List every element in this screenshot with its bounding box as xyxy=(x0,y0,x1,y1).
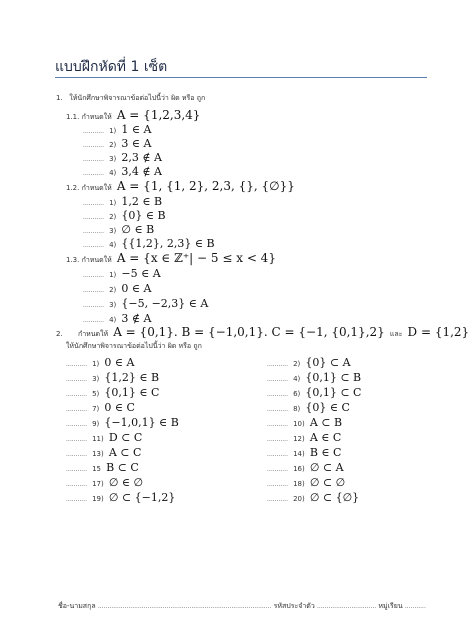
answer-blank[interactable]: ........... xyxy=(267,451,288,458)
item-number: 8) xyxy=(293,405,301,413)
given-set-d: D = {1,2} xyxy=(407,325,469,339)
item-number: 4) xyxy=(109,169,117,177)
item-number: 16) xyxy=(293,465,305,473)
item-number: 2) xyxy=(293,360,301,368)
answer-blank[interactable]: ........... xyxy=(83,170,104,177)
answer-blank[interactable]: ........... xyxy=(83,317,104,324)
item-expression: {0} ⊂ A xyxy=(305,356,351,369)
item-number: 4) xyxy=(109,241,117,249)
subquestion-label: 1.1. กำหนดให้ xyxy=(66,113,112,121)
item-number: 14) xyxy=(293,450,305,458)
name-label: ชื่อ-นามสกุล xyxy=(58,602,96,610)
item-number: 3) xyxy=(92,375,100,383)
answer-blank[interactable]: ........... xyxy=(66,391,87,398)
item-expression: {0} ∈ C xyxy=(305,401,350,414)
question-instruction: ให้นักศึกษาพิจารณาข้อต่อไปนี้ว่า ผิด หรือ ถูก xyxy=(69,94,206,102)
question-number: 1. xyxy=(56,94,63,102)
item-expression: 0 ∈ A xyxy=(104,356,135,369)
answer-blank[interactable]: ........... xyxy=(267,496,288,503)
answer-blank[interactable]: ........... xyxy=(83,128,104,135)
answer-blank[interactable]: ........... xyxy=(66,451,87,458)
and-word: และ xyxy=(389,330,403,338)
item-number: 15 xyxy=(92,465,101,473)
list-item xyxy=(66,489,175,507)
answer-blank[interactable]: ........... xyxy=(83,200,104,207)
item-expression: A ∈ C xyxy=(309,431,342,444)
answer-blank[interactable]: ........... xyxy=(66,436,87,443)
item-expression: ∅ ⊂ {−1,2} xyxy=(108,491,176,504)
set-definition: A = {1,2,3,4} xyxy=(116,108,201,122)
list-item xyxy=(267,489,359,507)
item-expression: −5 ∈ A xyxy=(121,267,161,280)
item-expression: ∅ ⊂ ∅ xyxy=(309,476,346,489)
item-expression: {−1,0,1} ∈ B xyxy=(104,416,179,429)
item-expression: 3 ∉ A xyxy=(121,312,152,325)
item-expression: {0,1} ∈ C xyxy=(104,386,160,399)
item-expression: 2,3 ∉ A xyxy=(121,151,162,164)
answer-blank[interactable]: ........... xyxy=(83,287,104,294)
item-expression: A ⊂ B xyxy=(309,416,343,429)
item-number: 2) xyxy=(109,286,117,294)
answer-blank[interactable]: ........... xyxy=(267,466,288,473)
item-number: 2) xyxy=(109,213,117,221)
item-number: 1) xyxy=(109,271,117,279)
item-expression: {0,1} ⊂ B xyxy=(305,371,362,384)
item-expression: 0 ∈ C xyxy=(104,401,135,414)
subquestion-label: 1.3. กำหนดให้ xyxy=(66,256,112,264)
question-1-header xyxy=(56,91,205,105)
item-number: 9) xyxy=(92,420,100,428)
answer-blank[interactable]: ........... xyxy=(83,272,104,279)
student-id-label: รหัสประจำตัว xyxy=(273,602,315,610)
item-number: 3) xyxy=(109,155,117,163)
answer-blank[interactable]: ........... xyxy=(83,156,104,163)
item-expression: {−5, −2,3} ∈ A xyxy=(121,297,209,310)
answer-blank[interactable]: ........... xyxy=(267,436,288,443)
answer-blank[interactable]: ........... xyxy=(267,481,288,488)
answer-blank[interactable]: ........... xyxy=(66,466,87,473)
item-expression: 3,4 ∉ A xyxy=(121,165,162,178)
item-expression: ∅ ⊂ A xyxy=(309,461,344,474)
item-number: 2) xyxy=(109,141,117,149)
student-id-field[interactable]: ............................... xyxy=(317,603,377,610)
item-number: 10) xyxy=(293,420,305,428)
group-label: หมู่เรียน xyxy=(378,602,403,610)
item-number: 5) xyxy=(92,390,100,398)
item-number: 1) xyxy=(92,360,100,368)
answer-blank[interactable]: ........... xyxy=(267,391,288,398)
title-divider xyxy=(55,77,427,78)
item-expression: B ⊂ C xyxy=(106,461,139,474)
student-info-footer xyxy=(58,601,426,612)
item-expression: 3 ∈ A xyxy=(121,137,152,150)
answer-blank[interactable]: ........... xyxy=(83,142,104,149)
answer-blank[interactable]: ........... xyxy=(66,406,87,413)
given-label: กำหนดให้ xyxy=(77,330,109,338)
set-definition: A = {1, {1, 2}, 2,3, {}, {∅}} xyxy=(116,179,295,193)
set-definition: A = {x ∈ ℤ⁺| − 5 ≤ x < 4} xyxy=(116,251,276,265)
answer-blank[interactable]: ........... xyxy=(267,406,288,413)
item-expression: A ⊂ C xyxy=(108,446,142,459)
answer-blank[interactable]: ........... xyxy=(66,496,87,503)
item-number: 18) xyxy=(293,480,305,488)
answer-blank[interactable]: ........... xyxy=(66,376,87,383)
item-expression: {1,2} ∈ B xyxy=(104,371,160,384)
item-expression: {0} ∈ B xyxy=(121,209,166,222)
item-expression: 0 ∈ A xyxy=(121,282,152,295)
question-2-instruction: ให้นักศึกษาพิจารณาข้อต่อไปนี้ว่า ผิด หรือ ถูก xyxy=(66,342,202,350)
item-number: 4) xyxy=(109,316,117,324)
answer-blank[interactable]: ........... xyxy=(83,242,104,249)
item-expression: ∅ ⊂ {∅} xyxy=(309,491,360,504)
answer-blank[interactable]: ........... xyxy=(66,361,87,368)
item-number: 3) xyxy=(109,227,117,235)
answer-blank[interactable]: ........... xyxy=(267,421,288,428)
item-expression: ∅ ∈ B xyxy=(121,223,155,236)
item-expression: 1,2 ∈ B xyxy=(121,195,163,208)
item-expression: B ∈ C xyxy=(309,446,342,459)
item-number: 1) xyxy=(109,199,117,207)
item-number: 17) xyxy=(92,480,104,488)
answer-blank[interactable]: ........... xyxy=(66,481,87,488)
answer-blank[interactable]: ........... xyxy=(267,361,288,368)
given-sets: A = {0,1}. B = {−1,0,1}. C = {−1, {0,1},2} xyxy=(113,325,385,339)
group-field[interactable]: ........... xyxy=(404,603,426,610)
item-number: 4) xyxy=(293,375,301,383)
item-expression: ∅ ∈ ∅ xyxy=(108,476,144,489)
answer-blank[interactable]: ........... xyxy=(83,214,104,221)
item-number: 12) xyxy=(293,435,305,443)
answer-blank[interactable]: ........... xyxy=(83,302,104,309)
answer-blank[interactable]: ........... xyxy=(267,376,288,383)
subquestion-label: 1.2. กำหนดให้ xyxy=(66,184,112,192)
item-expression: D ⊂ C xyxy=(108,431,143,444)
item-number: 7) xyxy=(92,405,100,413)
item-number: 6) xyxy=(293,390,301,398)
question-number: 2. xyxy=(56,330,63,338)
item-expression: {{1,2}, 2,3} ∈ B xyxy=(121,237,215,250)
item-number: 1) xyxy=(109,127,117,135)
item-number: 3) xyxy=(109,301,117,309)
answer-blank[interactable]: ........... xyxy=(66,421,87,428)
answer-blank[interactable]: ........... xyxy=(83,228,104,235)
item-expression: {0,1} ⊂ C xyxy=(305,386,362,399)
item-number: 11) xyxy=(92,435,104,443)
item-number: 13) xyxy=(92,450,104,458)
item-expression: 1 ∈ A xyxy=(121,123,152,136)
item-number: 19) xyxy=(92,495,104,503)
name-field[interactable]: ........................................................................................... xyxy=(97,603,272,610)
page-title: แบบฝึกหัดที่ 1 เซ็ต xyxy=(55,59,168,75)
item-number: 20) xyxy=(293,495,305,503)
